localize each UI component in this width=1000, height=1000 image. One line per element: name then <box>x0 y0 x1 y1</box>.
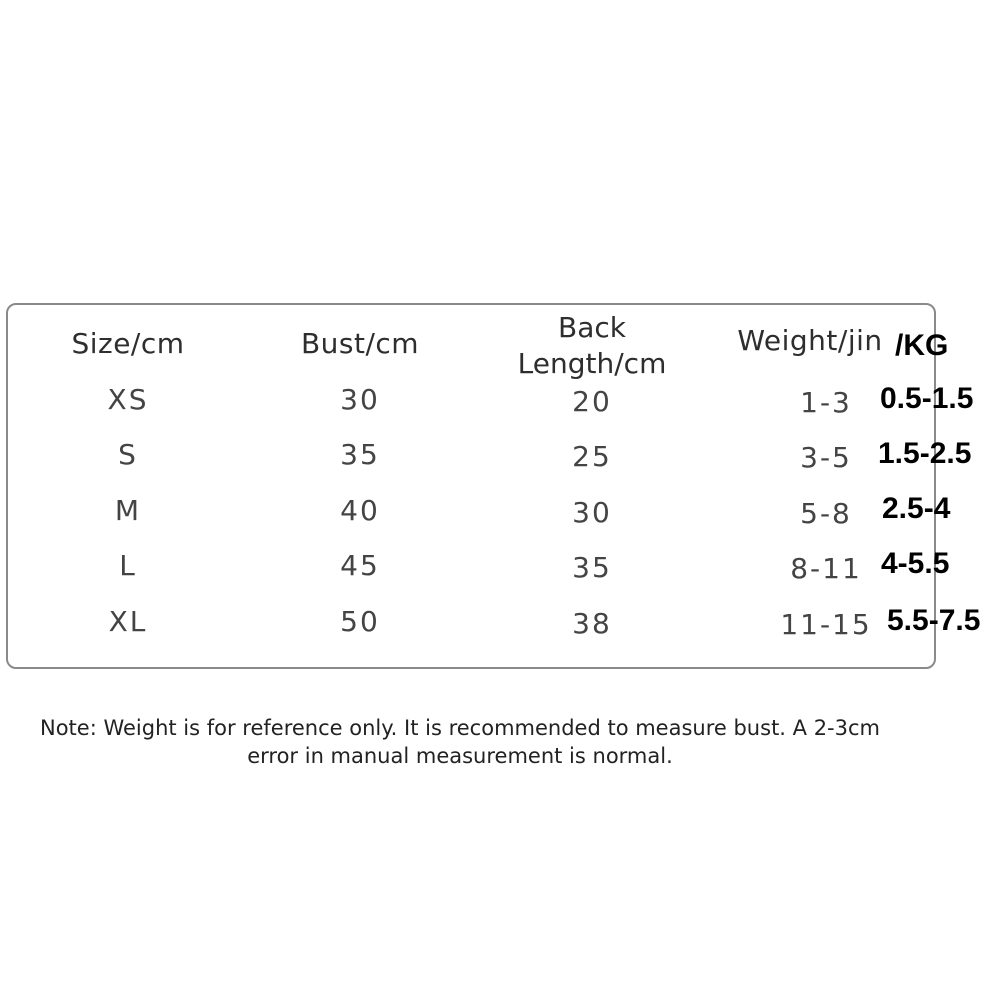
row-s-bust: 35 <box>340 438 380 471</box>
row-l-bust: 45 <box>340 549 380 582</box>
row-m-weight: 5-8 <box>800 497 852 530</box>
row-l-weight: 8-11 <box>790 552 862 585</box>
row-xs-size: XS <box>107 383 149 416</box>
row-xs-back: 20 <box>572 385 612 418</box>
row-xs-weight: 1-3 <box>800 386 852 419</box>
row-s-weight: 3-5 <box>800 441 852 474</box>
row-l-kg: 4-5.5 <box>881 547 950 580</box>
row-xl-weight: 11-15 <box>780 608 872 641</box>
row-s-size: S <box>118 438 138 471</box>
row-m-size: M <box>114 494 142 527</box>
header-weight: Weight/jin <box>737 324 883 357</box>
row-xs-kg: 0.5-1.5 <box>880 382 974 415</box>
row-l-back: 35 <box>572 551 612 584</box>
row-xs-bust: 30 <box>340 383 380 416</box>
row-xl-kg: 5.5-7.5 <box>887 604 981 637</box>
row-xl-back: 38 <box>572 607 612 640</box>
row-l-size: L <box>119 549 137 582</box>
note-line-2: error in manual measurement is normal. <box>247 744 673 768</box>
row-s-back: 25 <box>572 440 612 473</box>
header-back-line2: Length/cm <box>517 347 667 380</box>
row-m-bust: 40 <box>340 494 380 527</box>
header-size: Size/cm <box>71 327 185 360</box>
header-bust: Bust/cm <box>300 327 420 360</box>
row-s-kg: 1.5-2.5 <box>878 437 972 470</box>
measurement-note <box>0 714 920 770</box>
row-xl-bust: 50 <box>340 605 380 638</box>
row-xl-size: XL <box>108 605 148 638</box>
header-back-length <box>518 310 667 382</box>
header-kg: /KG <box>895 329 949 362</box>
row-m-back: 30 <box>572 496 612 529</box>
note-line-1: Note: Weight is for reference only. It is recommended to measure bust. A 2-3cm <box>40 716 880 740</box>
row-m-kg: 2.5-4 <box>882 492 951 525</box>
header-back-line1: Back <box>558 311 626 344</box>
